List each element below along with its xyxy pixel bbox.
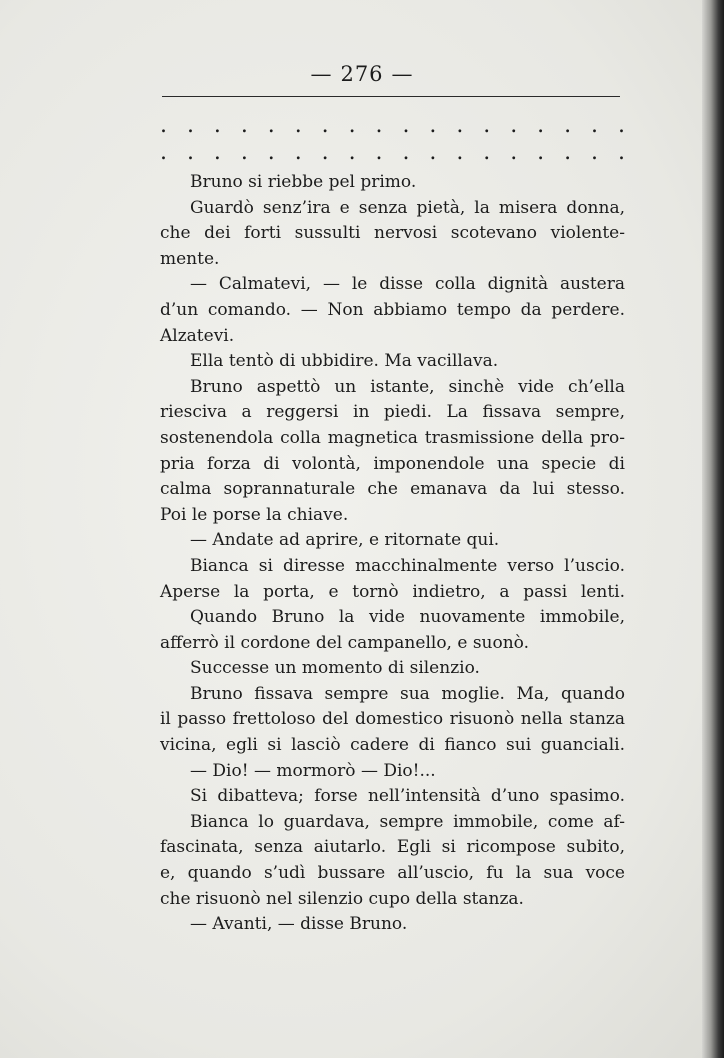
ellipsis-dot: .	[213, 113, 221, 138]
ellipsis-dot: .	[617, 140, 625, 165]
ellipsis-dot: .	[537, 113, 545, 138]
page-number-dash-left: —	[310, 62, 333, 86]
text-line: fascinata, senza aiutarlo. Egli si ricompose subito,	[160, 837, 625, 858]
ellipsis-dot: .	[213, 140, 221, 165]
text-line: che dei forti sussulti nervosi scotevano violente-	[160, 223, 625, 244]
text-line: Aperse la porta, e tornò indietro, a passi lenti.	[160, 581, 625, 602]
page-header	[0, 62, 724, 86]
ellipsis-dot: .	[483, 113, 491, 138]
ellipsis-dot: .	[348, 113, 356, 138]
text-line: Quando Bruno la vide nuovamente immobile,	[190, 607, 625, 628]
text-line: Bianca lo guardava, sempre immobile, come af-	[190, 811, 625, 832]
ellipsis-dot: .	[160, 113, 167, 138]
ellipsis-dot: .	[294, 113, 302, 138]
text-line: d’un comando. — Non abbiamo tempo da perdere.	[160, 299, 625, 320]
ellipsis-dot: .	[429, 113, 437, 138]
ellipsis-dot: .	[510, 140, 518, 165]
header-rule	[162, 96, 620, 97]
page-number: 276	[340, 62, 384, 86]
binding-edge	[702, 0, 724, 1058]
text-line: sostenendola colla magnetica trasmissione della pro-	[160, 427, 625, 448]
text-line: — Calmatevi, — le disse colla dignità austera	[190, 274, 625, 295]
ellipsis-dot: .	[240, 140, 248, 165]
ellipsis-dot: .	[456, 140, 464, 165]
ellipsis-dot: .	[321, 113, 329, 138]
ellipsis-dot: .	[321, 140, 329, 165]
text-line: mente.	[160, 248, 220, 269]
text-line: Successe un momento di silenzio.	[190, 658, 480, 679]
text-line: Ella tentò di ubbidire. Ma vacillava.	[190, 351, 499, 372]
ellipsis-dot: .	[294, 140, 302, 165]
text-line: Si dibatteva; forse nell’intensità d’uno spasimo.	[190, 786, 625, 807]
text-line: riesciva a reggersi in piedi. La fissava sempre,	[160, 402, 625, 423]
ellipsis-dot: .	[402, 140, 410, 165]
text-line: pria forza di volontà, imponendole una specie di	[160, 453, 625, 474]
ellipsis-dot: .	[402, 113, 410, 138]
text-line: vicina, egli si lasciò cadere di fianco sui guanciali.	[160, 735, 625, 756]
text-line: Poi le porse la chiave.	[160, 504, 349, 525]
body-text	[160, 170, 625, 938]
ellipsis-dot: .	[267, 113, 275, 138]
text-line: Alzatevi.	[160, 325, 235, 346]
ellipsis-dot: .	[375, 113, 383, 138]
ellipsis-dot: .	[375, 140, 383, 165]
ellipsis-dot: .	[564, 140, 572, 165]
ellipsis-dot: .	[186, 113, 194, 138]
text-line: Bianca si diresse macchinalmente verso l’uscio.	[190, 555, 625, 576]
text-line: Bruno fissava sempre sua moglie. Ma, quando	[190, 683, 625, 704]
text-line: Bruno si riebbe pel primo.	[190, 172, 417, 192]
text-line: il passo frettoloso del domestico risuonò nella stanza	[160, 709, 625, 730]
ellipsis-row-2	[160, 142, 625, 164]
text-line: e, quando s’udì bussare all’uscio, fu la sua voce	[160, 863, 625, 884]
text-line: — Avanti, — disse Bruno.	[190, 914, 408, 935]
page-number-dash-right: —	[391, 62, 414, 86]
ellipsis-dot: .	[564, 113, 572, 138]
ellipsis-dot: .	[510, 113, 518, 138]
text-line: Bruno aspettò un istante, sinchè vide ch’ella	[190, 376, 625, 397]
ellipsis-dot: .	[186, 140, 194, 165]
ellipsis-dot: .	[591, 113, 598, 138]
ellipsis-dot: .	[456, 113, 464, 138]
ellipsis-dot: .	[267, 140, 275, 165]
ellipsis-dot: .	[240, 113, 248, 138]
ellipsis-dot: .	[537, 140, 545, 165]
ellipsis-dot: .	[617, 113, 625, 138]
text-line: — Andate ad aprire, e ritornate qui.	[190, 530, 500, 551]
ellipsis-row-1	[160, 115, 625, 137]
ellipsis-dot: .	[160, 140, 167, 165]
text-line: — Dio! — mormorò — Dio!...	[190, 760, 436, 781]
text-line: Guardò senz’ira e senza pietà, la misera donna,	[190, 197, 625, 218]
text-line: calma soprannaturale che emanava da lui stesso.	[160, 479, 625, 500]
text-line: afferrò il cordone del campanello, e suonò.	[160, 632, 530, 653]
ellipsis-dot: .	[591, 140, 598, 165]
ellipsis-dot: .	[483, 140, 491, 165]
ellipsis-dot: .	[348, 140, 356, 165]
text-line: che risuonò nel silenzio cupo della stanza.	[160, 888, 524, 909]
ellipsis-dot: .	[429, 140, 437, 165]
